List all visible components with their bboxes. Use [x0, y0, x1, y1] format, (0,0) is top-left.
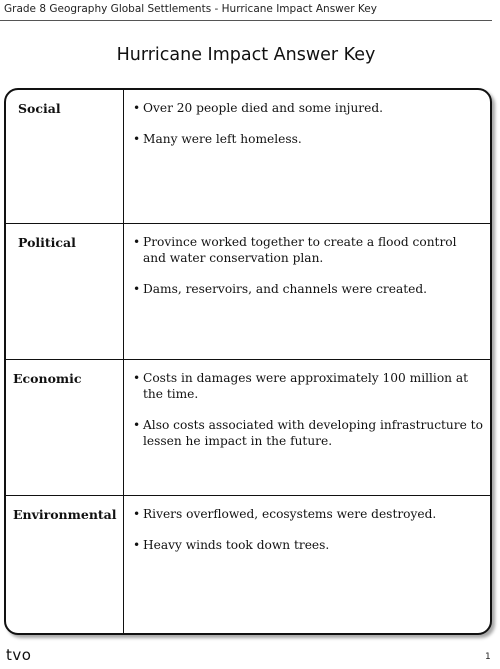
row-label-economic: Economic — [13, 371, 82, 386]
list-item: • Dams, reservoirs, and channels were created. — [133, 281, 483, 297]
page-title: Hurricane Impact Answer Key — [116, 45, 376, 65]
table-row-economic — [6, 359, 490, 496]
bullet-list-social — [133, 100, 483, 162]
list-item: • Costs in damages were approximately 100 million at the time. — [133, 370, 483, 402]
tvo-logo: tvo — [6, 646, 32, 664]
list-item: • Many were left homeless. — [133, 131, 483, 147]
bullet-list-economic — [133, 370, 483, 464]
bullet-list-environmental — [133, 506, 483, 568]
list-item: • Province worked together to create a flood control and water conservation plan. — [133, 234, 483, 266]
document-header: Grade 8 Geography Global Settlements - Hurricane Impact Answer Key — [4, 3, 377, 15]
list-item: • Also costs associated with developing infrastructure to lessen he impact in the future. — [133, 417, 483, 449]
row-label-political: Political — [18, 235, 76, 250]
answer-key-table — [4, 88, 492, 635]
list-item: • Heavy winds took down trees. — [133, 537, 483, 553]
row-label-environmental: Environmental — [13, 507, 117, 522]
table-row-social — [6, 90, 490, 223]
page-number: 1 — [485, 652, 491, 662]
table-row-political — [6, 223, 490, 360]
list-item: • Over 20 people died and some injured. — [133, 100, 483, 116]
list-item: • Rivers overflowed, ecosystems were destroyed. — [133, 506, 483, 522]
row-label-social: Social — [18, 101, 61, 116]
header-rule — [0, 20, 492, 21]
table-row-environmental — [6, 495, 490, 635]
bullet-list-political — [133, 234, 483, 312]
